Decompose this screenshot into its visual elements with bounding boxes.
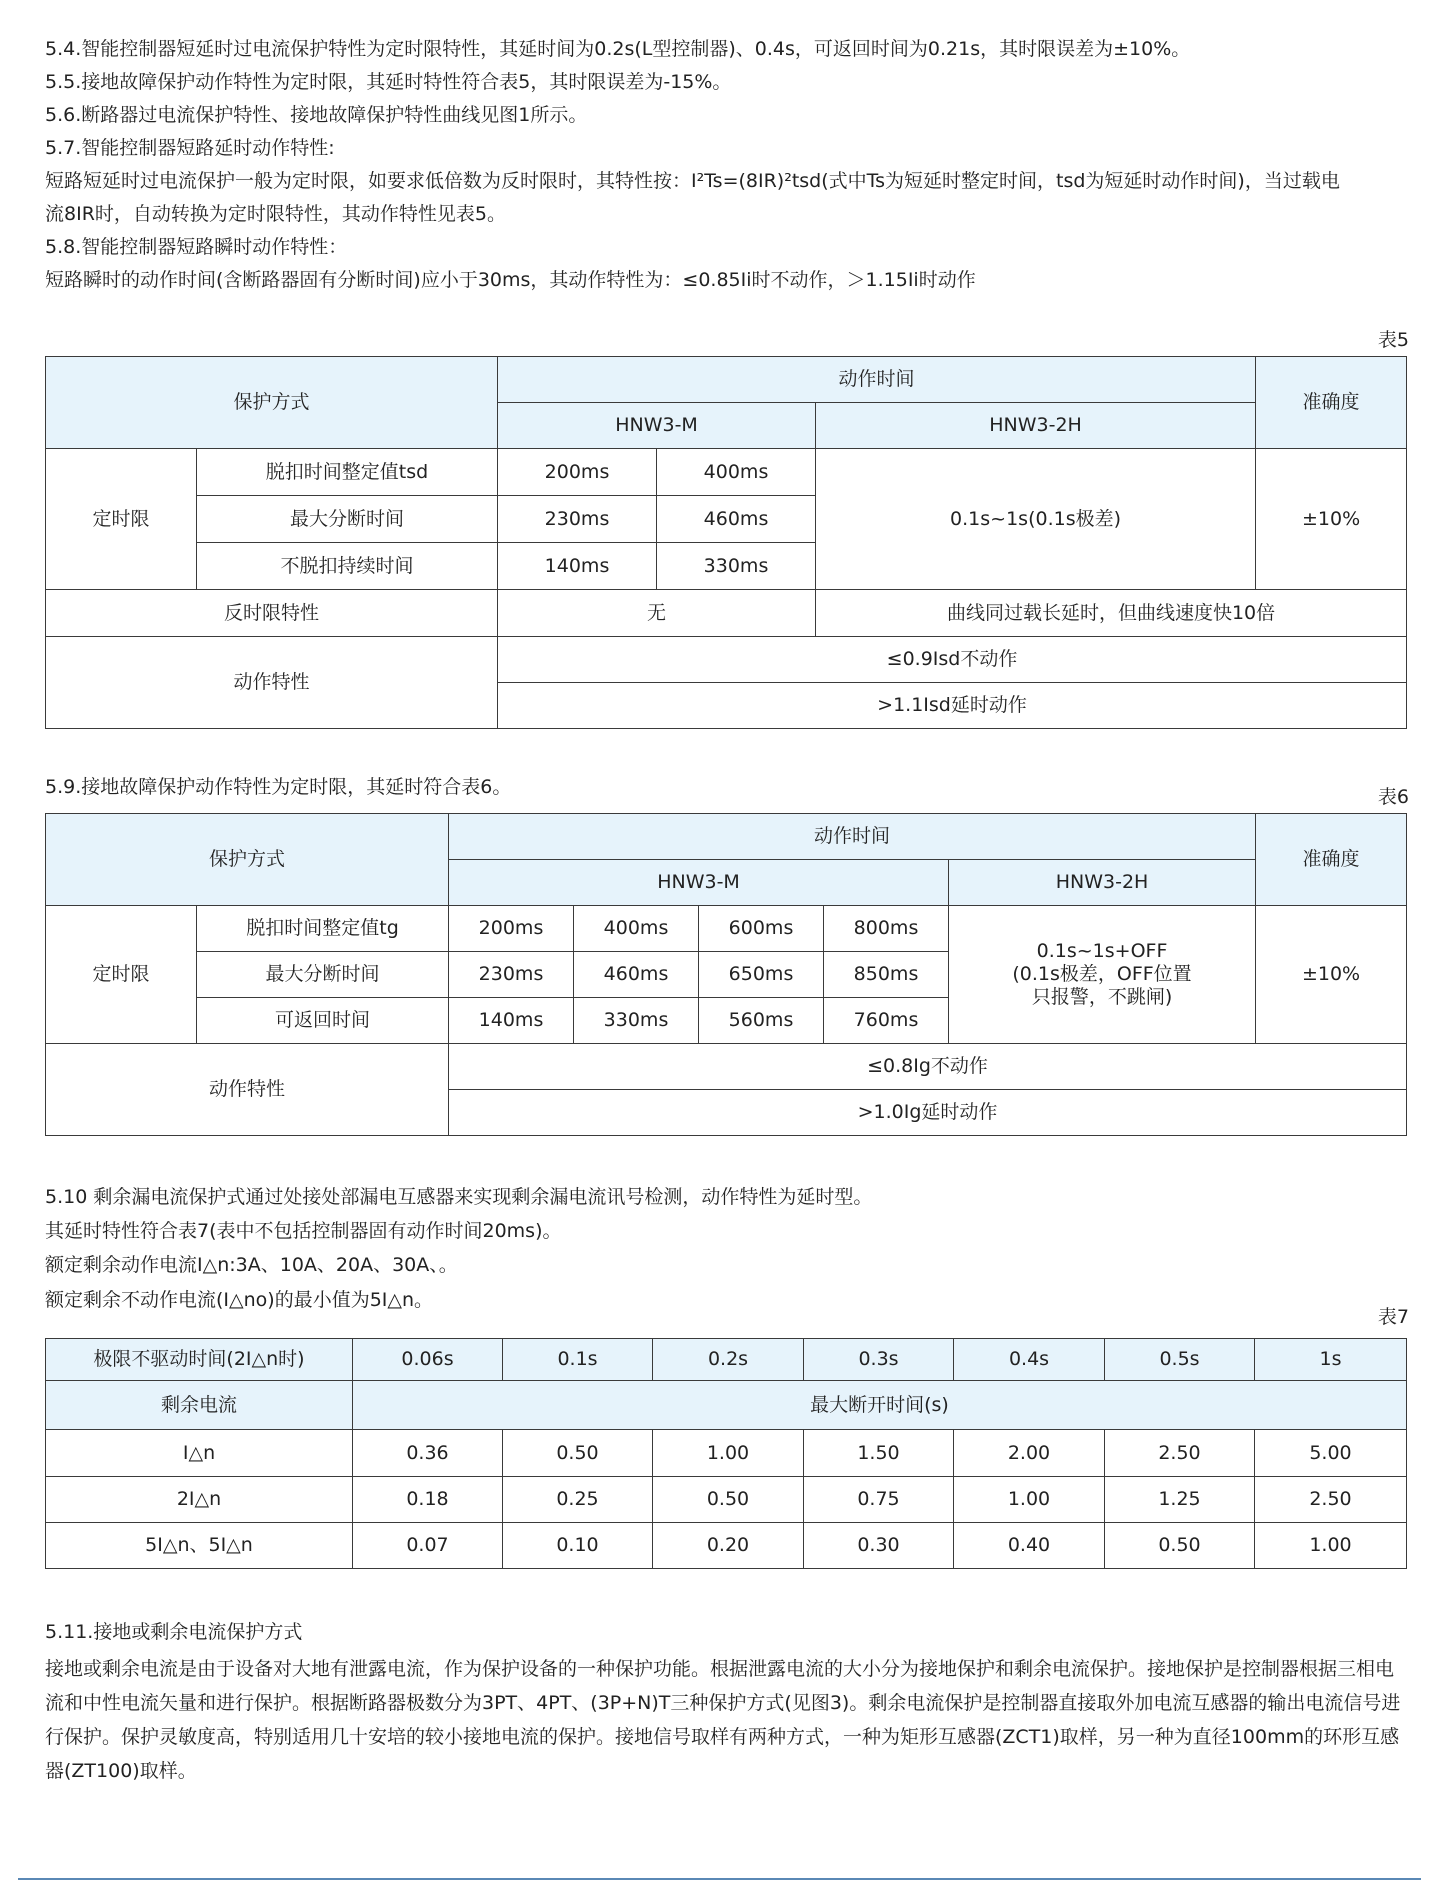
table-cell: 400ms xyxy=(574,906,699,952)
para-5-8-title: 5.8.智能控制器短路瞬时动作特性： xyxy=(45,236,348,258)
table7-residual-label: 剩余电流 xyxy=(46,1381,353,1430)
table-row-label: 2I△n xyxy=(46,1477,353,1523)
table-cell: 1.00 xyxy=(954,1477,1105,1523)
table-cell: 200ms xyxy=(498,449,657,496)
table5-inverse-label: 反时限特性 xyxy=(46,590,498,637)
table-cell: 560ms xyxy=(699,998,824,1044)
table6-header-accuracy: 准确度 xyxy=(1256,814,1407,906)
table5-header-hnw3-m: HNW3-M xyxy=(498,403,816,449)
table-cell: 330ms xyxy=(657,543,816,590)
table-cell: 0.18 xyxy=(353,1477,503,1523)
table6-group-definite: 定时限 xyxy=(46,906,197,1044)
para-5-10-line1: 5.10 剩余漏电流保护式通过处接处部漏电互感器来实现剩余漏电流讯号检测，动作特性为延时型。 xyxy=(45,1186,873,1208)
table7-max-time-label: 最大断开时间(s) xyxy=(353,1381,1407,1430)
table5-header-action-time: 动作时间 xyxy=(498,357,1256,403)
table-cell: 230ms xyxy=(449,952,574,998)
table-cell: 0.07 xyxy=(353,1523,503,1569)
table-row-label: 脱扣时间整定值tsd xyxy=(197,449,498,496)
table-cell: 460ms xyxy=(574,952,699,998)
table-row-label: 最大分断时间 xyxy=(197,496,498,543)
table5-inverse-2h: 曲线同过载长延时，但曲线速度快10倍 xyxy=(816,590,1407,637)
para-5-5: 5.5.接地故障保护动作特性为定时限，其延时特性符合表5，其时限误差为-15%。 xyxy=(45,71,732,93)
table6-hnw3-2h-value xyxy=(949,906,1256,1044)
table6-action-label: 动作特性 xyxy=(46,1044,449,1136)
table-row-label: 5I△n、5I△n xyxy=(46,1523,353,1569)
table-cell: 0.50 xyxy=(653,1477,804,1523)
table-cell: 230ms xyxy=(498,496,657,543)
table-cell: 760ms xyxy=(824,998,949,1044)
para-5-8-body: 短路瞬时的动作时间(含断路器固有分断时间)应小于30ms，其动作特性为：≤0.85Ii时不动作，＞1.15Ii时动作 xyxy=(45,269,976,291)
table-cell: 850ms xyxy=(824,952,949,998)
table6-header-hnw3-m: HNW3-M xyxy=(449,860,949,906)
table-cell: 0.20 xyxy=(653,1523,804,1569)
table6-2h-line: 0.1s~1s+OFF xyxy=(1036,940,1168,962)
para-5-4: 5.4.智能控制器短延时过电流保护特性为定时限特性，其延时间为0.2s(L型控制器)、0.4s，可返回时间为0.21s，其时限误差为±10%。 xyxy=(45,38,1191,60)
table7-label: 表7 xyxy=(1377,1306,1409,1328)
table-cell: 0.4s xyxy=(954,1339,1105,1381)
para-5-7-title: 5.7.智能控制器短路延时动作特性: xyxy=(45,137,335,159)
table-7 xyxy=(45,1338,1407,1569)
table-cell: 330ms xyxy=(574,998,699,1044)
table-cell: 2.50 xyxy=(1255,1477,1407,1523)
table-cell: 0.10 xyxy=(503,1523,653,1569)
table-cell: 5.00 xyxy=(1255,1430,1407,1477)
table5-header-accuracy: 准确度 xyxy=(1256,357,1407,449)
table5-header-hnw3-2h: HNW3-2H xyxy=(816,403,1256,449)
table-row-label: 不脱扣持续时间 xyxy=(197,543,498,590)
table-cell: 0.3s xyxy=(804,1339,954,1381)
para-5-10-line2: 其延时特性符合表7(表中不包括控制器固有动作时间20ms)。 xyxy=(45,1220,562,1242)
table-cell: 1.00 xyxy=(1255,1523,1407,1569)
table-cell: 0.30 xyxy=(804,1523,954,1569)
table5-inverse-m: 无 xyxy=(498,590,816,637)
table-row-label: 可返回时间 xyxy=(197,998,449,1044)
table-cell: 0.25 xyxy=(503,1477,653,1523)
table5-action-1: ≤0.9Isd不动作 xyxy=(498,637,1407,683)
table-cell: 0.1s xyxy=(503,1339,653,1381)
table-cell: 800ms xyxy=(824,906,949,952)
table7-limit-label: 极限不驱动时间(2I△n时) xyxy=(46,1339,353,1381)
para-5-7-line1: 短路短延时过电流保护一般为定时限，如要求低倍数为反时限时，其特性按：I²Ts=(8IR)²tsd(式中Ts为短延时整定时间，tsd为短延时动作时间)，当过载电 xyxy=(45,170,1340,192)
table-cell: 0.50 xyxy=(503,1430,653,1477)
table5-group-definite: 定时限 xyxy=(46,449,197,590)
table5-accuracy-value: ±10% xyxy=(1256,449,1407,590)
table6-header-action-time: 动作时间 xyxy=(449,814,1256,860)
table-cell: 140ms xyxy=(498,543,657,590)
table5-action-label: 动作特性 xyxy=(46,637,498,729)
footer-divider xyxy=(18,1878,1421,1880)
table6-header-hnw3-2h: HNW3-2H xyxy=(949,860,1256,906)
para-5-11-body: 接地或剩余电流是由于设备对大地有泄露电流，作为保护设备的一种保护功能。根据泄露电流的大小分为接地保护和剩余电流保护。接地保护是控制器根据三相电流和中性电流矢量和进行保护。根据断路器极数分为3PT、4PT、(3P+N)T三种保护方式(见图3)。剩余电流保护是控制器直接取外加电流互感器的输出电流信号进行保护。保护灵敏度高，特别适用几十安培的较小接地电流的保护。接地信号取样有两种方式，一种为矩形互感器(ZCT1)取样，另一种为直径100mm的环形互感器(ZT100)取样。 xyxy=(45,1658,1401,1782)
table-row-label: I△n xyxy=(46,1430,353,1477)
table-cell: 0.36 xyxy=(353,1430,503,1477)
table-6 xyxy=(45,813,1407,1136)
table-cell: 400ms xyxy=(657,449,816,496)
table6-2h-line: 只报警，不跳闸) xyxy=(1031,986,1173,1008)
table-cell: 200ms xyxy=(449,906,574,952)
table5-label: 表5 xyxy=(1377,329,1409,351)
table6-action-1: ≤0.8Ig不动作 xyxy=(449,1044,1407,1090)
table-cell: 0.50 xyxy=(1105,1523,1255,1569)
table5-action-2: >1.1Isd延时动作 xyxy=(498,683,1407,729)
table-cell: 0.40 xyxy=(954,1523,1105,1569)
table-row-label: 最大分断时间 xyxy=(197,952,449,998)
table-cell: 1.25 xyxy=(1105,1477,1255,1523)
table6-accuracy-value: ±10% xyxy=(1256,906,1407,1044)
table-cell: 1.50 xyxy=(804,1430,954,1477)
para-5-9: 5.9.接地故障保护动作特性为定时限，其延时符合表6。 xyxy=(45,776,512,798)
table-cell: 600ms xyxy=(699,906,824,952)
table5-header-protect: 保护方式 xyxy=(46,357,498,449)
table-cell: 0.75 xyxy=(804,1477,954,1523)
table-cell: 2.50 xyxy=(1105,1430,1255,1477)
para-5-10-line4: 额定剩余不动作电流(I△no)的最小值为5I△n。 xyxy=(45,1289,434,1311)
table-cell: 0.06s xyxy=(353,1339,503,1381)
table6-action-2: >1.0Ig延时动作 xyxy=(449,1090,1407,1136)
table-cell: 650ms xyxy=(699,952,824,998)
table-cell: 1.00 xyxy=(653,1430,804,1477)
para-5-11-title: 5.11.接地或剩余电流保护方式 xyxy=(45,1621,303,1643)
table6-header-protect: 保护方式 xyxy=(46,814,449,906)
para-5-7-line2: 流8IR时，自动转换为定时限特性，其动作特性见表5。 xyxy=(45,203,506,225)
table-cell: 140ms xyxy=(449,998,574,1044)
table6-label: 表6 xyxy=(1377,786,1409,808)
table-row-label: 脱扣时间整定值tg xyxy=(197,906,449,952)
table6-2h-line: (0.1s极差，OFF位置 xyxy=(1012,963,1192,985)
table-cell: 0.5s xyxy=(1105,1339,1255,1381)
para-5-10-line3: 额定剩余动作电流I△n:3A、10A、20A、30A、。 xyxy=(45,1254,458,1276)
table-cell: 460ms xyxy=(657,496,816,543)
para-5-6: 5.6.断路器过电流保护特性、接地故障保护特性曲线见图1所示。 xyxy=(45,104,588,126)
table-cell: 1s xyxy=(1255,1339,1407,1381)
table5-hnw3-2h-value: 0.1s~1s(0.1s极差) xyxy=(816,449,1256,590)
table-5 xyxy=(45,356,1407,729)
table-cell: 2.00 xyxy=(954,1430,1105,1477)
table-cell: 0.2s xyxy=(653,1339,804,1381)
